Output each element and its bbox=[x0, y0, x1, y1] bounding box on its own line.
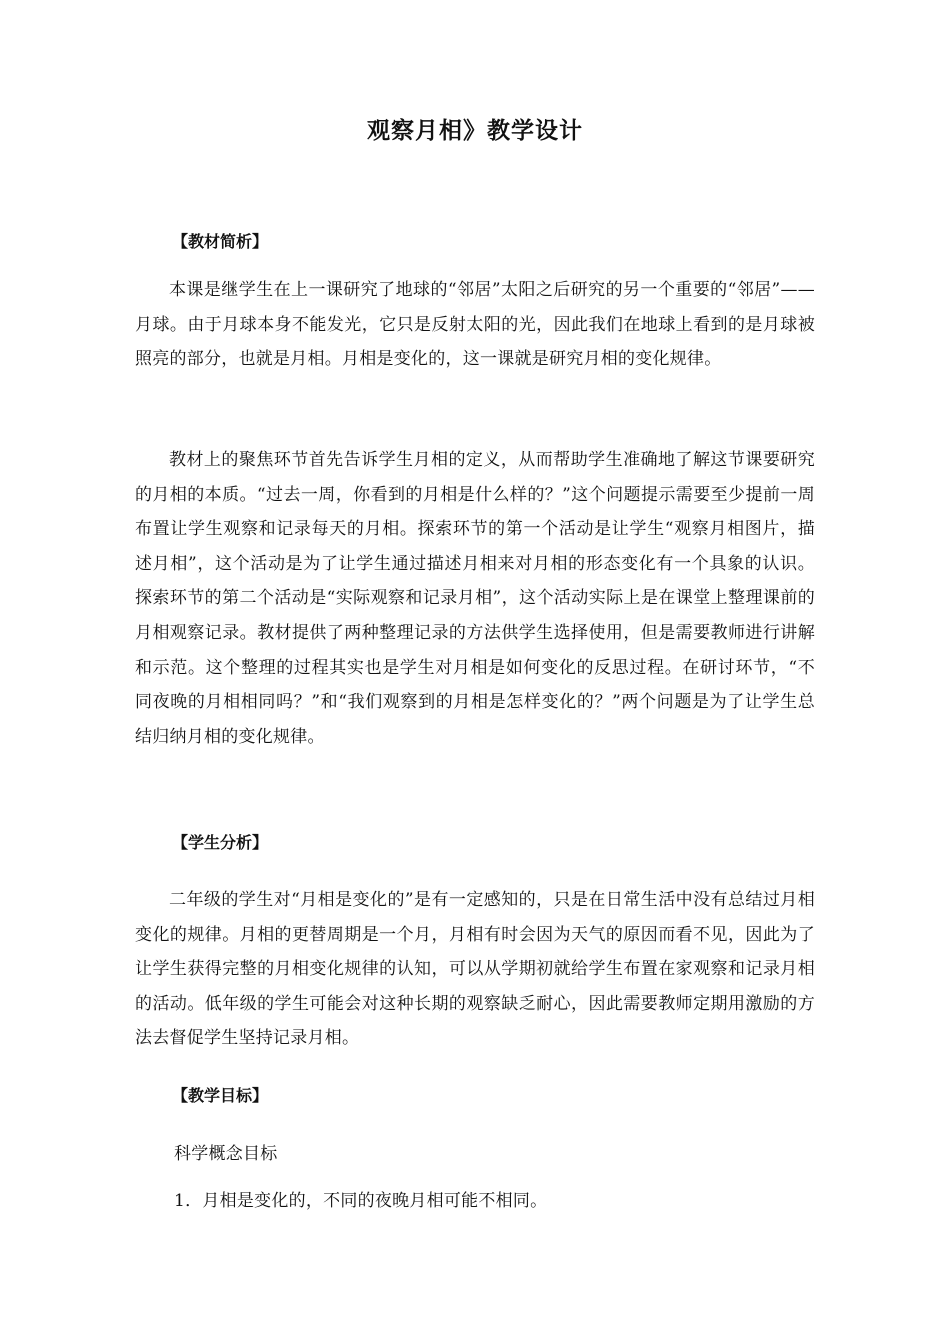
section-heading-teaching-goals: 【教学目标】 bbox=[172, 1086, 269, 1105]
teaching-goals-subheading: 科学概念目标 bbox=[174, 1144, 278, 1164]
textbook-analysis-paragraph-1: 本课是继学生在上一课研究了地球的“邻居”太阳之后研究的另一个重要的“邻居”——月球。由于月球本身不能发光，它只是反射太阳的光，因此我们在地球上看到的是月球被照亮的部分，也就是月相。月相是变化的，这一课就是研究月相的变化规律。 bbox=[135, 280, 815, 370]
student-analysis-paragraph-1: 二年级的学生对“月相是变化的”是有一定感知的，只是在日常生活中没有总结过月相变化的规律。月相的更替周期是一个月，月相有时会因为天气的原因而看不见，因此为了让学生获得完整的月相变化规律的认知，可以从学期初就给学生布置在家观察和记录月相的活动。低年级的学生可能会对这种长期的观察缺乏耐心，因此需要教师定期用激励的方法去督促学生坚持记录月相。 bbox=[135, 890, 815, 1049]
teaching-goal-item-1: 1．月相是变化的，不同的夜晚月相可能不相同。 bbox=[174, 1191, 548, 1211]
section-heading-student-analysis: 【学生分析】 bbox=[172, 833, 269, 852]
textbook-analysis-paragraph-2: 教材上的聚焦环节首先告诉学生月相的定义，从而帮助学生准确地了解这节课要研究的月相的本质。“过去一周，你看到的月相是什么样的？”这个问题提示需要至少提前一周布置让学生观察和记录每天的月相。探索环节的第一个活动是让学生“观察月相图片，描述月相”，这个活动是为了让学生通过描述月相来对月相的形态变化有一个具象的认识。探索环节的第二个活动是“实际观察和记录月相”，这个活动实际上是在课堂上整理课前的月相观察记录。教材提供了两种整理记录的方法供学生选择使用，但是需要教师进行讲解和示范。这个整理的过程其实也是学生对月相是如何变化的反思过程。在研讨环节，“不同夜晚的月相相同吗？”和“我们观察到的月相是怎样变化的？”两个问题是为了让学生总结归纳月相的变化规律。 bbox=[135, 450, 815, 747]
section-heading-textbook-analysis: 【教材简析】 bbox=[172, 232, 269, 251]
document-title: 观察月相》教学设计 bbox=[367, 118, 583, 144]
